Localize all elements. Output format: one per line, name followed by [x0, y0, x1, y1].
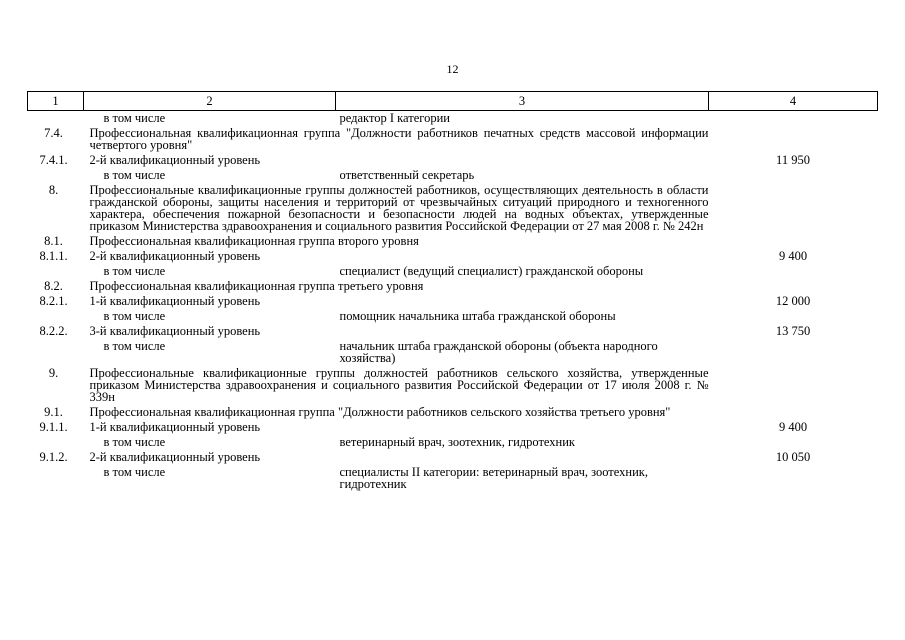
row-label: в том числе — [103, 435, 166, 449]
row-label: в том числе — [103, 264, 166, 278]
row-position: редактор I категории — [339, 111, 450, 125]
row-value: 13 750 — [775, 324, 811, 338]
row-position — [336, 153, 709, 168]
row-value — [709, 309, 878, 324]
row-position: специалист (ведущий специалист) гражданской обороны — [339, 264, 644, 278]
row-number — [28, 111, 84, 127]
row-number — [28, 339, 84, 366]
table-row — [28, 366, 878, 405]
row-number — [28, 264, 84, 279]
group-title: Профессиональная квалификационная группа второго уровня — [89, 234, 419, 248]
row-number — [28, 309, 84, 324]
row-value: 10 050 — [775, 450, 811, 464]
row-number: 7.4.1. — [39, 153, 68, 167]
row-number: 8.2.2. — [39, 324, 68, 338]
group-title: Профессиональная квалификационная группа "Должности работников сельского хозяйства третьего уровня" — [89, 405, 671, 419]
table-header — [28, 92, 878, 111]
header-col-4: 4 — [709, 92, 878, 111]
qualification-table — [27, 91, 878, 492]
row-number: 8.2. — [44, 279, 63, 293]
table-row — [28, 279, 878, 294]
table-row — [28, 420, 878, 435]
header-col-3: 3 — [336, 92, 709, 111]
row-position — [336, 450, 709, 465]
row-label: 1-й квалификационный уровень — [89, 420, 261, 434]
row-value: 9 400 — [778, 249, 808, 263]
row-position: ветеринарный врач, зоотехник, гидротехник — [339, 435, 576, 449]
table-row — [28, 264, 878, 279]
row-label: 2-й квалификационный уровень — [89, 249, 261, 263]
row-label: в том числе — [103, 339, 166, 353]
row-value: 11 950 — [776, 153, 810, 167]
row-position: специалисты II категории: ветеринарный врач, зоотехник, гидротехник — [339, 465, 648, 491]
table-row — [28, 450, 878, 465]
row-label: 2-й квалификационный уровень — [89, 450, 261, 464]
table-row — [28, 339, 878, 366]
row-label: в том числе — [103, 168, 166, 182]
row-number: 8.1.1. — [39, 249, 68, 263]
row-value: 9 400 — [778, 420, 808, 434]
group-title: Профессиональные квалификационные группы должностей работников, осуществляющих деятельность в области гражданской обороны, защиты населения и территорий от чрезвычайных ситуаций природного и техногенного характера, обеспечения пожарной безопасности и безопасности людей на водных объектах, утвержденные приказом Министерства здравоохранения и социального развития Российской Федерации от 27 мая 2008 г. № 242н — [89, 183, 709, 233]
group-title: Профессиональные квалификационные группы должностей работников сельского хозяйства, утвержденные приказом Министерства здравоохранения и социального развития Российской Федерации от 17 июля 2008 г. № 339н — [89, 366, 709, 404]
table-row — [28, 324, 878, 339]
table-row — [28, 126, 878, 153]
table-row — [28, 183, 878, 234]
table-row — [28, 153, 878, 168]
row-number — [28, 465, 84, 492]
row-value — [709, 168, 878, 183]
row-label: в том числе — [103, 111, 166, 125]
row-position — [336, 249, 709, 264]
row-number: 8.1. — [44, 234, 63, 248]
row-label: 1-й квалификационный уровень — [89, 294, 261, 308]
row-position — [336, 324, 709, 339]
row-position — [336, 420, 709, 435]
row-number: 8.2.1. — [39, 294, 68, 308]
row-number: 9. — [48, 366, 59, 380]
row-number: 7.4. — [44, 126, 63, 140]
row-position: ответственный секретарь — [339, 168, 475, 182]
row-position — [336, 294, 709, 309]
row-position: помощник начальника штаба гражданской обороны — [339, 309, 616, 323]
row-value — [709, 465, 878, 492]
row-value — [709, 264, 878, 279]
row-value — [709, 435, 878, 450]
table-row — [28, 435, 878, 450]
row-number: 8. — [48, 183, 59, 197]
page-number: 12 — [446, 62, 459, 76]
row-label: 2-й квалификационный уровень — [89, 153, 261, 167]
row-value — [709, 111, 878, 127]
row-position: начальник штаба гражданской обороны (объекта народного хозяйства) — [339, 339, 658, 365]
header-col-2: 2 — [84, 92, 336, 111]
row-number: 9.1.2. — [39, 450, 68, 464]
row-number: 9.1. — [44, 405, 63, 419]
row-number — [28, 168, 84, 183]
row-value — [709, 339, 878, 366]
group-title: Профессиональная квалификационная группа третьего уровня — [89, 279, 424, 293]
table-row — [28, 111, 878, 127]
table-row — [28, 465, 878, 492]
table-row — [28, 249, 878, 264]
table-row — [28, 309, 878, 324]
row-number: 9.1.1. — [39, 420, 68, 434]
header-col-1: 1 — [28, 92, 84, 111]
row-number — [28, 435, 84, 450]
table-row — [28, 168, 878, 183]
table-row — [28, 294, 878, 309]
group-title: Профессиональная квалификационная группа "Должности работников печатных средств массовой информации четвертого уровня" — [89, 126, 709, 152]
row-label: 3-й квалификационный уровень — [89, 324, 261, 338]
table-row — [28, 405, 878, 420]
table-row — [28, 234, 878, 249]
row-value: 12 000 — [775, 294, 811, 308]
row-label: в том числе — [103, 309, 166, 323]
row-label: в том числе — [103, 465, 166, 479]
